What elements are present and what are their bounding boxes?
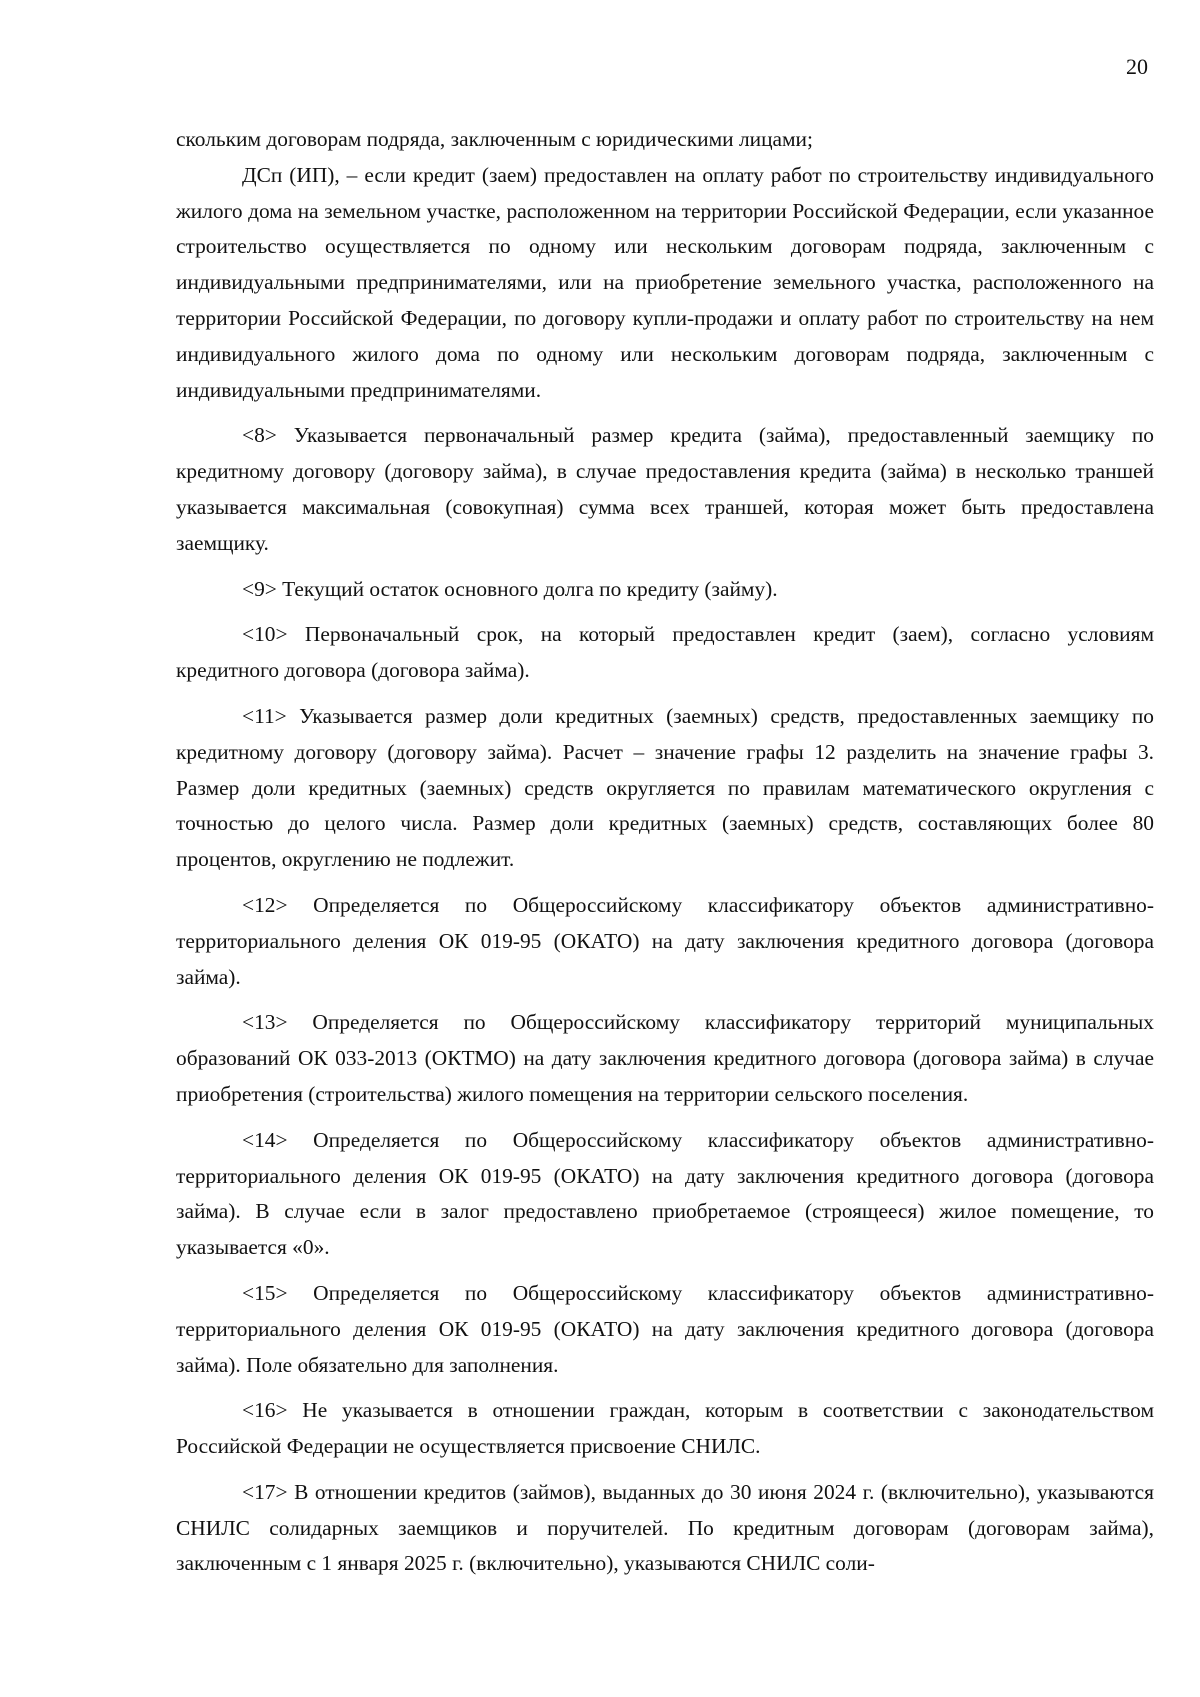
footnote-14: <14> Определяется по Общероссийскому классификатору объектов административно-территориального деления ОК 019-95 (ОКАТО) на дату заключения кредитного договора (договора займа). В случае если в залог предоставлено приобретаемое (строящееся) жилое помещение, то указывается «0».: [176, 1127, 1154, 1260]
footnote-9: <9> Текущий остаток основного долга по кредиту (займу).: [242, 576, 778, 601]
footnote-17: <17> В отношении кредитов (займов), выданных до 30 июня 2024 г. (включительно), указываются СНИЛС солидарных заемщиков и поручителей. По кредитным договорам (договорам займа), заключенным с 1 января 2025 г. (включительно), указываются СНИЛС соли-: [176, 1479, 1154, 1576]
footnote-8: <8> Указывается первоначальный размер кредита (займа), предоставленный заемщику по кредитному договору (договору займа), в случае предоставления кредита (займа) в несколько траншей указывается максимальная (совокупная) сумма всех траншей, которая может быть предоставлена заемщику.: [176, 423, 1154, 555]
footnote-12: <12> Определяется по Общероссийскому классификатору объектов административно-территориального деления ОК 019-95 (ОКАТО) на дату заключения кредитного договора (договора займа).: [176, 892, 1154, 989]
footnote-10: <10> Первоначальный срок, на который предоставлен кредит (заем), согласно условиям кредитного договора (договора займа).: [176, 622, 1154, 683]
paragraph-dsp-ip: ДСп (ИП), – если кредит (заем) предоставлен на оплату работ по строительству индивидуального жилого дома на земельном участке, расположенном на территории Российской Федерации, если указанное строительство осуществляется по одному или нескольким договорам подряда, заключенным с индивидуальными предпринимателями, или на приобретение земельного участка, расположенного на территории Российской Федерации, по договору купли-продажи и оплату работ по строительству на нем индивидуального жилого дома по одному или нескольким договорам подряда, заключенным с индивидуальными предпринимателями.: [176, 162, 1154, 402]
page-number: 20: [1126, 54, 1148, 79]
document-body: [176, 122, 1154, 1592]
footnote-11: <11> Указывается размер доли кредитных (заемных) средств, предоставленных заемщику по кредитному договору (договору займа). Расчет – значение графы 12 разделить на значение графы 3. Размер доли кредитных (заемных) средств округляется по правилам математического округления с точностью до целого числа. Размер доли кредитных (заемных) средств, составляющих более 80 процентов, округлению не подлежит.: [176, 703, 1154, 872]
paragraph-continuation: скольким договорам подряда, заключенным с юридическими лицами;: [176, 127, 813, 151]
footnote-15: <15> Определяется по Общероссийскому классификатору объектов административно-территориального деления ОК 019-95 (ОКАТО) на дату заключения кредитного договора (договора займа). Поле обязательно для заполнения.: [176, 1280, 1154, 1377]
footnote-16: <16> Не указывается в отношении граждан, которым в соответствии с законодательством Российской Федерации не осуществляется присвоение СНИЛС.: [176, 1398, 1154, 1459]
footnote-13: <13> Определяется по Общероссийскому классификатору территорий муниципальных образований ОК 033-2013 (ОКТМО) на дату заключения кредитного договора (договора займа) в случае приобретения (строительства) жилого помещения на территории сельского поселения.: [176, 1010, 1154, 1106]
